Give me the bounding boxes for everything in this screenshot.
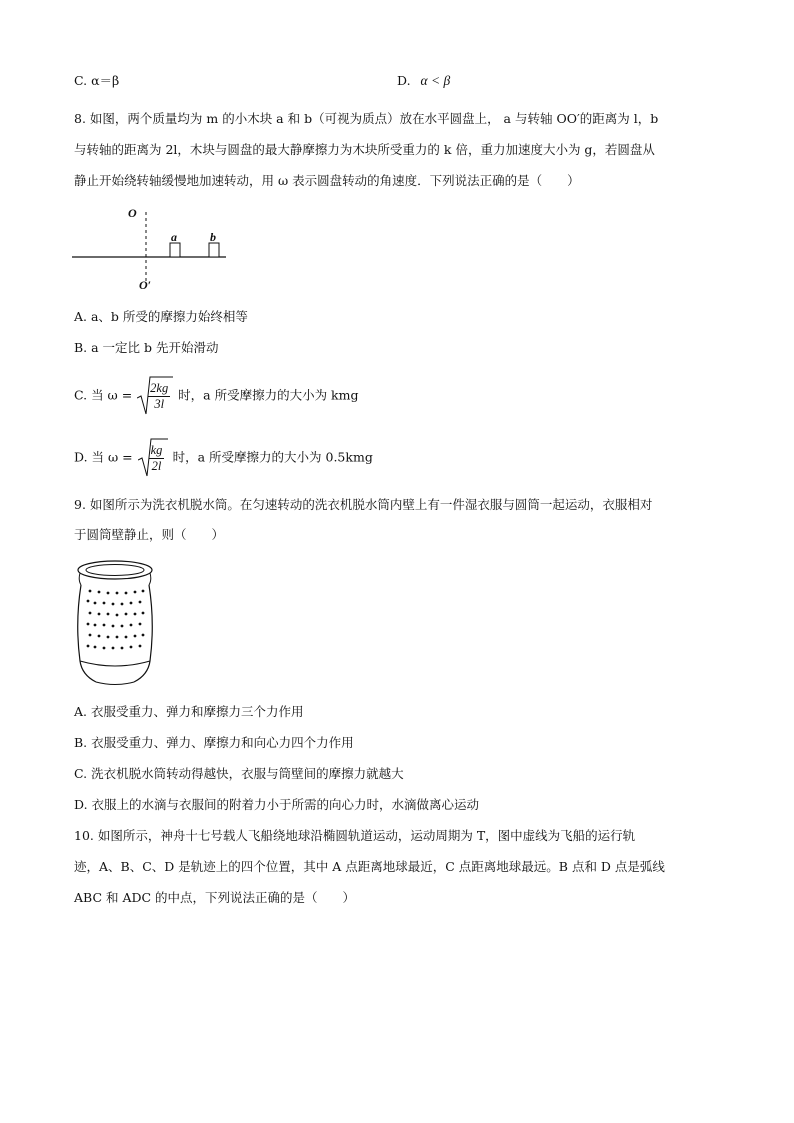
- q8-block-a: [170, 243, 180, 257]
- q8-option-d-denominator: 2l: [151, 459, 162, 473]
- q8-option-c-sqrt: [137, 376, 173, 416]
- q8-option-c-prefix: C. 当 ω =: [74, 387, 133, 403]
- q10-stem-line-2: 迹，A、B、C、D 是轨迹上的四个位置，其中 A 点距离地球最近，C 点距离地球最远。B 点和 D 点是弧线: [74, 859, 665, 874]
- q8-option-d-numerator: kg: [150, 443, 163, 457]
- q9-stem-line-1: 9. 如图所示为洗衣机脱水筒。在匀速转动的洗衣机脱水筒内壁上有一件湿衣服与圆筒一起运动，衣服相对: [74, 497, 653, 512]
- q9-option-d: D. 衣服上的水滴与衣服间的附着力小于所需的向心力时，水滴做离心运动: [74, 797, 480, 812]
- q9-option-c: C. 洗衣机脱水筒转动得越快，衣服与筒壁间的摩擦力就越大: [74, 766, 404, 781]
- q9-drum-holes: [87, 590, 145, 650]
- q9-drum-rim-inner: [86, 565, 144, 576]
- q8-option-b: B. a 一定比 b 先开始滑动: [74, 340, 219, 355]
- q10-stem-line-3: ABC 和 ADC 的中点，下列说法正确的是（ ）: [74, 890, 356, 905]
- q8-option-c-denominator: 3l: [154, 397, 165, 411]
- q8-option-c-numerator: 2kg: [150, 381, 169, 395]
- q8-label-o-prime: O′: [139, 278, 152, 292]
- q8-option-d: [74, 438, 373, 478]
- q8-option-d-prefix: D. 当 ω =: [74, 449, 133, 465]
- q8-label-o: O: [128, 206, 137, 220]
- q8-stem-line-2: 与转轴的距离为 2l，木块与圆盘的最大静摩擦力为木块所受重力的 k 倍，重力加速度大小为 g，若圆盘从: [74, 142, 655, 157]
- q7-option-d: [397, 72, 450, 90]
- q8-option-d-sqrt: [138, 438, 168, 478]
- q9-drum-base: [80, 661, 150, 682]
- q7-option-d-prefix: D.: [397, 73, 411, 88]
- q8-label-a: a: [171, 230, 177, 244]
- q9-drum-bottom: [96, 682, 134, 685]
- q8-option-d-suffix: 时，a 所受摩擦力的大小为 0.5kmg: [172, 449, 373, 465]
- q9-option-b: B. 衣服受重力、弹力、摩擦力和向心力四个力作用: [74, 735, 354, 750]
- q8-stem-line-1: 8. 如图，两个质量均为 m 的小木块 a 和 b（可视为质点）放在水平圆盘上， a 与转轴 OO′的距离为 l，b: [74, 111, 659, 126]
- q8-turntable-figure: [68, 200, 238, 295]
- q8-stem-line-3: 静止开始绕转轴缓慢地加速转动，用 ω 表示圆盘转动的角速度．下列说法正确的是（ ）: [74, 173, 580, 188]
- q9-spin-drum-figure: [74, 558, 164, 688]
- q7-option-c: C. α＝β: [74, 73, 120, 88]
- q9-stem-line-2: 于圆筒壁静止，则（ ）: [74, 527, 225, 542]
- q8-label-b: b: [210, 230, 216, 244]
- q9-option-a: A. 衣服受重力、弹力和摩擦力三个力作用: [74, 704, 304, 719]
- q8-option-c: [74, 376, 359, 416]
- q8-block-b: [209, 243, 219, 257]
- q7-option-d-math: α < β: [420, 73, 451, 88]
- q8-option-c-suffix: 时，a 所受摩擦力的大小为 kmg: [178, 387, 359, 403]
- q10-stem-line-1: 10. 如图所示，神舟十七号载人飞船绕地球沿椭圆轨道运动，运动周期为 T，图中虚线为飞船的运行轨: [74, 828, 636, 843]
- q8-option-a: A. a、b 所受的摩擦力始终相等: [74, 309, 248, 324]
- q9-drum-band: [80, 661, 150, 666]
